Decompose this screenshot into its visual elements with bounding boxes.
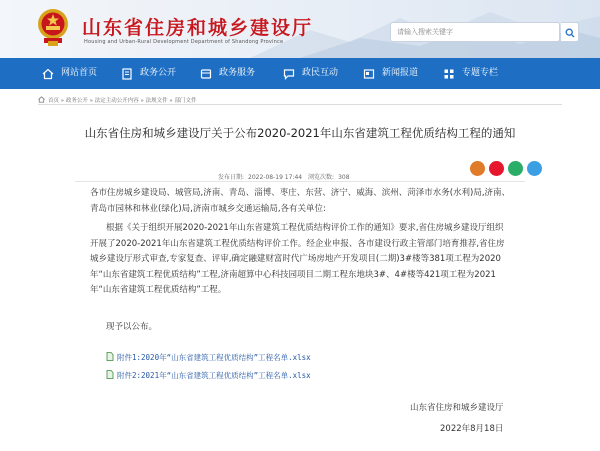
nav-item-interaction[interactable] (283, 58, 338, 89)
signature-organization: 山东省住房和城乡建设厅 (410, 403, 504, 413)
share-weibo-icon[interactable] (489, 161, 504, 176)
file-icon (106, 370, 114, 379)
nav-label: 政务公开 (140, 68, 177, 78)
attachment-label[interactable]: 附件1:2020年“山东省建筑工程优质结构”工程名单.xlsx (117, 353, 311, 362)
article-paragraph: 根据《关于组织开展2020-2021年山东省建筑工程优质结构评价工作的通知》要求,省住房城乡建设厅组织开展了2020-2021年山东省建筑工程优质结构评价工作。经企业申报、各市建设行政主管部门培育推荐,省住房城乡建设厅形式审查,专家复查、评审,确定融建财富时代广场房地产开发项目(二期)3#楼等381项工程为2020年“山东省建筑工程优质结构”工程,济南超算中心科技园项目二期工程东地块3#、4#楼等421项工程为2021年“山东省建筑工程优质结构”工程。 (90, 223, 505, 295)
closing-text: 现予以公布。 (106, 322, 158, 332)
publish-label: 发布日期: (218, 174, 245, 181)
nav-label: 网站首页 (61, 68, 98, 78)
nav-label: 新闻报道 (382, 68, 419, 78)
file-icon (106, 352, 114, 361)
attachment-link[interactable] (106, 352, 311, 363)
share-more-icon[interactable] (527, 161, 542, 176)
divider (38, 104, 562, 105)
publish-date: 2022-08-19 17:44 (248, 174, 303, 181)
search-button[interactable] (561, 22, 579, 42)
divider (75, 181, 525, 182)
breadcrumb-path[interactable]: 首页 » 政务公开 » 法定主动公开内容 » 法规文件 » 部门文件 (48, 98, 197, 104)
national-emblem-icon (36, 7, 70, 47)
share-qzone-icon[interactable] (470, 161, 485, 176)
site-title-english: Housing and Urban-Rural Development Department of Shandong Province (84, 39, 284, 45)
search-input[interactable]: 请输入搜索关键字 (390, 22, 560, 42)
views-label: 浏览次数: (308, 174, 335, 181)
nav-item-government-affairs[interactable] (121, 58, 176, 89)
views-count: 308 (338, 174, 350, 181)
nav-label: 政民互动 (302, 68, 339, 78)
article-meta (218, 172, 354, 181)
nav-item-topics[interactable] (443, 58, 498, 89)
article-title: 山东省住房和城乡建设厅关于公布2020-2021年山东省建筑工程优质结构工程的通知 (84, 126, 516, 140)
nav-label: 政务服务 (219, 68, 256, 78)
service-icon (200, 68, 212, 80)
home-icon (42, 68, 54, 80)
main-nav (0, 58, 600, 89)
site-title[interactable]: 山东省住房和城乡建设厅 (82, 17, 314, 39)
chat-icon (283, 68, 295, 80)
news-icon (363, 68, 375, 80)
share-wechat-icon[interactable] (508, 161, 523, 176)
nav-item-news[interactable] (363, 58, 418, 89)
search-icon (565, 28, 575, 38)
nav-label: 专题专栏 (462, 68, 499, 78)
nav-item-home[interactable] (42, 58, 97, 89)
attachment-link[interactable] (106, 370, 311, 381)
attachment-label[interactable]: 附件2:2021年“山东省建筑工程优质结构”工程名单.xlsx (117, 371, 311, 380)
share-bar (470, 161, 550, 177)
signature-date: 2022年8月18日 (440, 424, 504, 434)
grid-icon (443, 68, 455, 80)
site-header (0, 0, 600, 58)
home-icon (38, 96, 45, 103)
document-icon (121, 68, 133, 80)
breadcrumb[interactable] (38, 96, 196, 104)
addressees: 各市住房城乡建设局、城管局,济南、青岛、淄博、枣庄、东营、济宁、威海、滨州、菏泽市水务(水利)局,济南、青岛市园林和林业(绿化)局,济南市城乡交通运输局,各有关单位: (90, 188, 511, 214)
nav-item-services[interactable] (200, 58, 255, 89)
